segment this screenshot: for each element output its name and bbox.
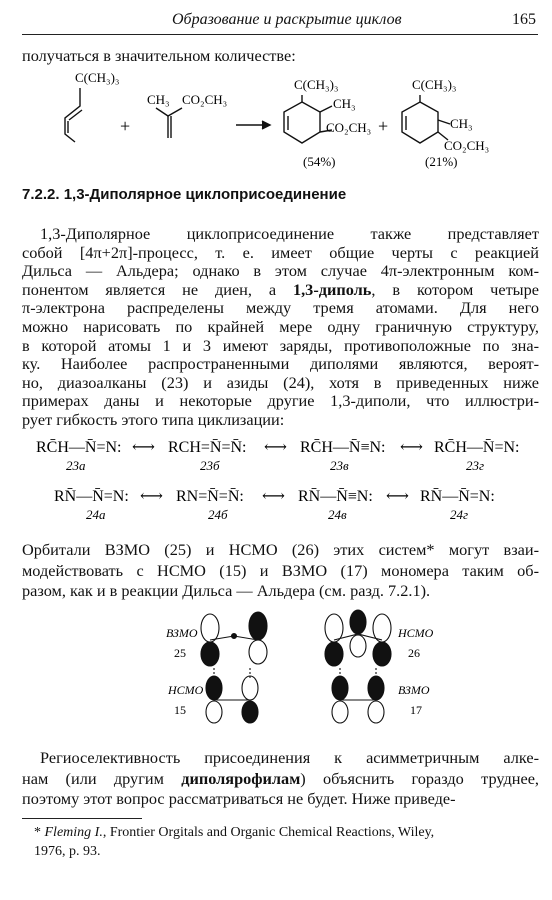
- text-line: собой [4π+2π]-процесс, т. е. имеет общие черты с реакцией: [22, 242, 539, 262]
- running-title: Образование и раскрытие циклов: [172, 11, 402, 28]
- num-25: 25: [174, 646, 186, 660]
- label-23g: 23г: [466, 458, 485, 473]
- label-24v: 24в: [328, 507, 347, 522]
- reaction-scheme: [0, 66, 552, 180]
- text-line: Региоселективность присоединения к асимметричным алке-: [40, 748, 539, 767]
- lumo-label-left: НСМО: [168, 683, 204, 697]
- arrow-2: ⟷: [264, 439, 287, 456]
- tbu-label-2: C(CH₃)₃: [294, 77, 339, 92]
- label-23a: 23а: [66, 458, 86, 473]
- arrow-6: ⟷: [386, 488, 409, 505]
- text-line: разом, как и в реакции Дильса — Альдера (см. разд. 7.2.1).: [22, 581, 431, 600]
- text-line: модействовать с НСМО (15) и ВЗМО (17) мономера таким об-: [22, 560, 539, 580]
- text-line: но, диазоалканы (23) и азиды (24), хотя в приведенных ниже: [22, 372, 539, 392]
- dipole-structures: [0, 428, 552, 528]
- num-17: 17: [410, 703, 422, 717]
- ch3-label-2: CH₃: [333, 96, 356, 111]
- text-line: примерах даны и некоторые другие 1,3-диполи, что иллюстри-: [22, 391, 539, 411]
- yield-21: (21%): [425, 154, 458, 169]
- ester-label-2: CO₂CH₃: [326, 120, 372, 135]
- running-header: [22, 8, 538, 35]
- arrow-4: ⟷: [140, 488, 163, 505]
- label-23b: 23б: [200, 458, 220, 473]
- text-line: π-электрона распределены между тремя атомами. Для него: [22, 298, 539, 318]
- diazo-23a: RC̄H—N̄=N:: [36, 439, 122, 456]
- footnote-rule: [22, 818, 142, 819]
- label-23v: 23в: [330, 458, 349, 473]
- ester-label-1: CO₂CH₃: [182, 92, 228, 107]
- num-15: 15: [174, 703, 186, 717]
- azide-24a: RN̄—N̄=N:: [54, 488, 129, 505]
- footnote-text: , Frontier Orgitals and Organic Chemical Reactions, Wiley,: [102, 825, 435, 840]
- yield-54: (54%): [303, 154, 336, 169]
- text-line: рует гибкость этого типа циклизации:: [22, 410, 285, 429]
- footnote-marker: *: [34, 825, 41, 840]
- orbital-diagram: [0, 600, 552, 730]
- tbu-label-1: C(CH₃)₃: [75, 70, 120, 85]
- text-line: в которой атомы 1 и 3 имеют заряды, противоположные по зна-: [22, 335, 539, 355]
- arrow-1: ⟷: [132, 439, 155, 456]
- footnote-text-2: 1976, p. 93.: [34, 844, 101, 859]
- section-heading: 7.2.2. 1,3-Диполярное циклоприсоединение: [22, 186, 347, 203]
- intro-line: получаться в значительном количестве:: [22, 46, 296, 65]
- diazo-23g: RC̄H—N̄=N:: [434, 439, 520, 456]
- ester-label-3: CO₂CH₃: [444, 138, 490, 153]
- arrow-3: ⟷: [400, 439, 423, 456]
- text-line: нам (или другим диполярофилам) объяснить гораздо труднее,: [22, 768, 539, 788]
- footnote-author: Fleming I.: [44, 825, 103, 840]
- label-24g: 24г: [450, 507, 469, 522]
- diazo-23v: RC̄H—N̄≡N:: [300, 439, 386, 456]
- ch3-label-1: CH₃: [147, 92, 170, 107]
- azide-24g: RN̄—N̄=N:: [420, 488, 495, 505]
- text-line: поэтому этот вопрос рассматриваться не будет. Ниже приведе-: [22, 789, 456, 808]
- text-line: можно нарисовать по крайней мере одну граничную структуру,: [22, 317, 539, 336]
- arrow-5: ⟷: [262, 488, 285, 505]
- plus-sign-2: +: [378, 116, 389, 136]
- homo-label-left: ВЗМО: [166, 626, 198, 640]
- text-line: Дильса — Альдера; однако в этом случае 4π-электронным ком-: [22, 261, 539, 281]
- label-24b: 24б: [208, 507, 228, 522]
- text-line: Орбитали ВЗМО (25) и НСМО (26) этих систем* могут взаи-: [22, 540, 539, 559]
- tbu-label-3: C(CH₃)₃: [412, 77, 457, 92]
- footnote: [34, 823, 539, 861]
- text-line: ку. Наиболее распространенными диполями являются, вероят-: [22, 354, 539, 374]
- plus-sign-1: +: [120, 116, 131, 136]
- azide-24v: RN̄—N̄≡N:: [298, 488, 373, 505]
- diazo-23b: RCH=N̄=N̄:: [168, 439, 247, 456]
- azide-24b: RN=N̄=N̄:: [176, 488, 244, 505]
- homo-label-right: ВЗМО: [398, 683, 430, 697]
- label-24a: 24а: [86, 507, 106, 522]
- ch3-label-3: CH₃: [450, 116, 473, 131]
- lumo-label-right: НСМО: [398, 626, 434, 640]
- text-line: 1,3-Диполярное циклоприсоединение также представляет: [40, 224, 539, 243]
- text-line: понентом является не диен, а 1,3-диполь, в котором четыре: [22, 279, 539, 299]
- num-26: 26: [408, 646, 420, 660]
- page-number: 165: [512, 11, 536, 28]
